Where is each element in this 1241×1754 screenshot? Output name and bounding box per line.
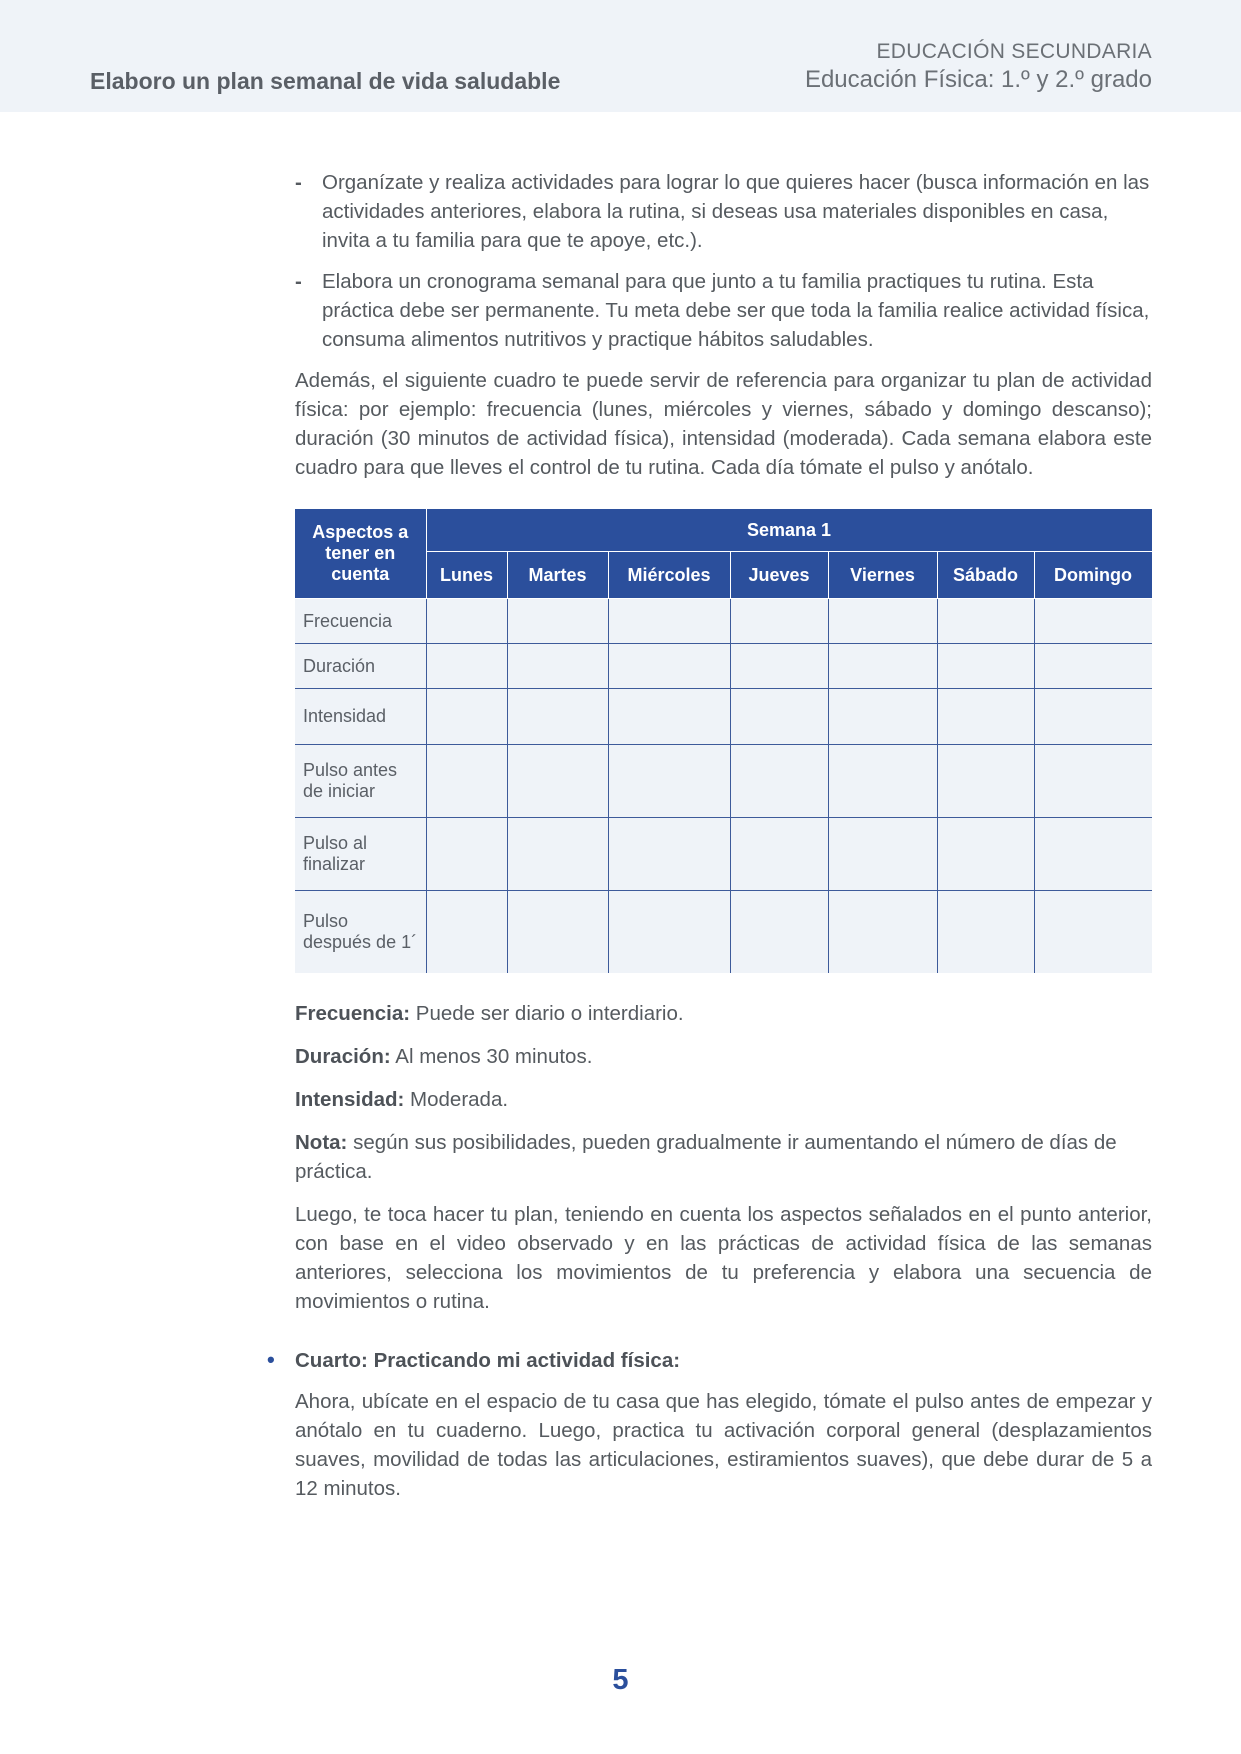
section-paragraph: Ahora, ubícate en el espacio de tu casa que has elegido, tómate el pulso antes de empezar y anótalo en tu cuaderno. Luego, practica tu activación corporal general (desplazamientos suaves, movilidad de todas las articulaciones, estiramientos suaves), que debe durar de 5 a 12 minutos.: [295, 1389, 1152, 1500]
table-cell[interactable]: [730, 644, 828, 689]
table-cell[interactable]: [937, 644, 1034, 689]
table-cell[interactable]: [1034, 818, 1152, 891]
row-label: Duración: [295, 644, 426, 689]
table-cell[interactable]: [1034, 891, 1152, 973]
table-cell[interactable]: [608, 689, 730, 745]
dash-bullet-icon: -: [295, 270, 302, 293]
table-row: [295, 644, 1152, 689]
table-cell[interactable]: [426, 818, 507, 891]
aspects-header: Aspectos a tener en cuenta: [295, 509, 426, 599]
definition-term: Nota:: [295, 1130, 348, 1154]
row-label: Pulso antes de iniciar: [295, 745, 426, 818]
table-cell[interactable]: [1034, 644, 1152, 689]
table-cell[interactable]: [1034, 599, 1152, 644]
table-cell[interactable]: [507, 644, 608, 689]
day-header: Sábado: [937, 552, 1034, 599]
bullet-dot-icon: •: [267, 1346, 275, 1372]
definition-text: Al menos 30 minutos.: [395, 1044, 593, 1068]
table-cell[interactable]: [828, 644, 937, 689]
table-cell[interactable]: [937, 689, 1034, 745]
table-row: [295, 745, 1152, 818]
section-heading: [267, 1346, 1152, 1375]
table-cell[interactable]: [608, 745, 730, 818]
definition-term: Frecuencia:: [295, 1001, 411, 1025]
definition-term: Intensidad:: [295, 1087, 405, 1111]
table-row: [295, 891, 1152, 973]
day-header: Lunes: [426, 552, 507, 599]
table-cell[interactable]: [426, 745, 507, 818]
table-cell[interactable]: [937, 891, 1034, 973]
table-cell[interactable]: [828, 599, 937, 644]
table-cell[interactable]: [426, 689, 507, 745]
table-cell[interactable]: [828, 689, 937, 745]
table-cell[interactable]: [608, 818, 730, 891]
table-cell[interactable]: [828, 818, 937, 891]
intro-paragraph: Además, el siguiente cuadro te puede servir de referencia para organizar tu plan de actividad física: por ejemplo: frecuencia (lunes, miércoles y viernes, sábado y domingo descanso); duración (30 minutos de actividad física), intensidad (moderada). Cada semana elabora este cuadro para que lleves el control de tu rutina. Cada día tómate el pulso y anótalo.: [295, 369, 1152, 479]
header-course-info: [805, 40, 1152, 94]
table-cell[interactable]: [730, 818, 828, 891]
row-label: Pulso al finalizar: [295, 818, 426, 891]
list-item-text: Elabora un cronograma semanal para que junto a tu familia practiques tu rutina. Esta práctica debe ser permanente. Tu meta debe ser que toda la familia realice actividad física, consuma alimentos nutritivos y practique hábitos saludables.: [322, 270, 1150, 351]
row-label: Pulso después de 1´: [295, 891, 426, 973]
plan-paragraph: Luego, te toca hacer tu plan, teniendo en cuenta los aspectos señalados en el punto anterior, con base en el video observado y en las prácticas de actividad física de las semanas anteriores, selecciona los movimientos de tu preferencia y elabora una secuencia de movimientos o rutina.: [295, 1202, 1152, 1313]
instruction-list: [295, 168, 1152, 354]
main-content: [267, 168, 1152, 1515]
table-cell[interactable]: [426, 599, 507, 644]
table-cell[interactable]: [937, 745, 1034, 818]
day-header: Martes: [507, 552, 608, 599]
table-cell[interactable]: [507, 689, 608, 745]
table-cell[interactable]: [730, 599, 828, 644]
table-cell[interactable]: [507, 891, 608, 973]
table-cell[interactable]: [1034, 689, 1152, 745]
dash-bullet-icon: -: [295, 171, 302, 194]
week-header: Semana 1: [426, 509, 1152, 552]
table-cell[interactable]: [828, 745, 937, 818]
page-header: [0, 0, 1241, 112]
education-level: EDUCACIÓN SECUNDARIA: [876, 40, 1152, 63]
definition-term: Duración:: [295, 1044, 391, 1068]
row-label: Intensidad: [295, 689, 426, 745]
table-cell[interactable]: [1034, 745, 1152, 818]
table-cell[interactable]: [426, 644, 507, 689]
definition-text: Puede ser diario o interdiario.: [415, 1001, 684, 1025]
table-cell[interactable]: [426, 891, 507, 973]
day-header: Viernes: [828, 552, 937, 599]
definition-nota: [295, 1128, 1152, 1186]
table-cell[interactable]: [730, 891, 828, 973]
table-cell[interactable]: [608, 599, 730, 644]
definition-text: Moderada.: [410, 1087, 509, 1111]
table-cell[interactable]: [937, 599, 1034, 644]
day-header: Jueves: [730, 552, 828, 599]
definition-text: según sus posibilidades, pueden gradualmente ir aumentando el número de días de práctica.: [295, 1130, 1117, 1183]
definition-duracion: [295, 1042, 1152, 1071]
list-item: [295, 267, 1152, 354]
table-row: [295, 689, 1152, 745]
table-row: [295, 599, 1152, 644]
table-cell[interactable]: [828, 891, 937, 973]
day-header: Miércoles: [608, 552, 730, 599]
page-number: 5: [612, 1664, 629, 1696]
weekly-plan-table: [295, 508, 1153, 973]
table-cell[interactable]: [507, 745, 608, 818]
table-row: [295, 818, 1152, 891]
table-cell[interactable]: [730, 745, 828, 818]
table-cell[interactable]: [730, 689, 828, 745]
course-grade: Educación Física: 1.º y 2.º grado: [804, 66, 1152, 93]
list-item: [295, 168, 1152, 255]
table-cell[interactable]: [608, 891, 730, 973]
table-cell[interactable]: [608, 644, 730, 689]
table-cell[interactable]: [937, 818, 1034, 891]
definition-frecuencia: [295, 999, 1152, 1028]
table-cell[interactable]: [507, 599, 608, 644]
day-header: Domingo: [1034, 552, 1152, 599]
section-heading-text: Cuarto: Practicando mi actividad física:: [295, 1348, 681, 1372]
row-label: Frecuencia: [295, 599, 426, 644]
list-item-text: Organízate y realiza actividades para lograr lo que quieres hacer (busca información en las actividades anteriores, elabora la rutina, si deseas usa materiales disponibles en casa, invita a tu familia para que te apoye, etc.).: [322, 171, 1150, 252]
table-cell[interactable]: [507, 818, 608, 891]
document-title: Elaboro un plan semanal de vida saludable: [90, 68, 561, 94]
definition-intensidad: [295, 1085, 1152, 1114]
